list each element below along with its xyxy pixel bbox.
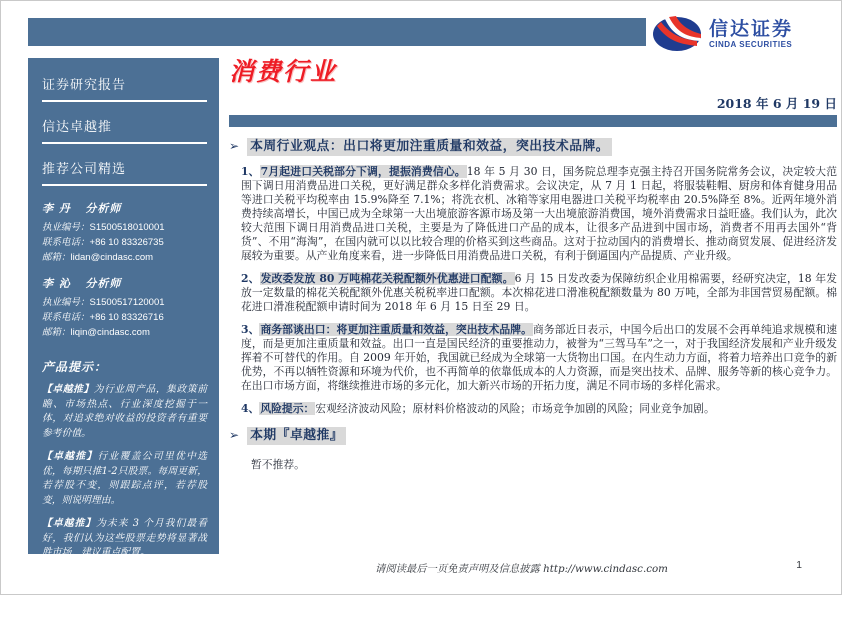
analyst-name-text: 李 丹 (42, 202, 71, 215)
reg-label: 执业编号： (42, 297, 90, 308)
tip-body: 为行业周产品，集政策前瞻、市场热点、行业深度挖掘于一体，对追求绝对收益的投资者有重要参考价值。 (42, 384, 207, 439)
company-name-cn: 信达证券股份有限公司 (42, 570, 133, 581)
analyst-tel-row (42, 235, 207, 250)
tip-lead: 【卓越推】 (42, 384, 94, 395)
company-name-en: CINDA SECURITIES CO.,LTD (42, 583, 164, 594)
company-postcode: 邮编： 100031 (42, 609, 102, 620)
product-tips-title: 产品提示： (42, 360, 108, 374)
analyst-role-text: 分析师 (85, 202, 122, 215)
page-footer (229, 560, 814, 574)
paragraph-number: 3、 (241, 323, 260, 336)
arrow-bullet-icon: ➢ (229, 139, 240, 153)
tel-value: +86 10 83326735 (89, 237, 164, 248)
company-address: 北京市西城区闹市口大街9号院1号楼 (42, 596, 189, 607)
analyst-name (42, 275, 207, 291)
reg-label: 执业编号： (42, 222, 90, 233)
cinda-logo-icon (651, 12, 703, 56)
mail-value: liqin@cindasc.com (70, 327, 150, 338)
analyst-reg-row (42, 295, 207, 310)
tel-label: 联系电话： (42, 237, 90, 248)
analyst-mail-row (42, 325, 207, 340)
analyst-mail-row (42, 250, 207, 265)
divider-bar (229, 115, 837, 127)
arrow-bullet-icon: ➢ (229, 428, 240, 442)
tip-lead: 【卓越推】 (42, 518, 97, 529)
section-heading-text: 本周行业观点：出口将更加注重质量和效益，突出技术品牌。 (247, 138, 612, 156)
sidebar-section-report-type: 证券研究报告 (42, 74, 207, 102)
sidebar-section-picks: 推荐公司精选 (42, 158, 207, 186)
mail-label: 邮箱： (42, 252, 71, 263)
tip-lead: 【卓越推】 (42, 451, 98, 462)
page-title: 消费行业 (229, 57, 338, 86)
paragraph-number: 4、 (241, 402, 260, 415)
section-heading-current-pick (229, 427, 837, 445)
page-number: 1 (796, 560, 802, 571)
sidebar-section-series: 信达卓越推 (42, 116, 207, 144)
paragraph-risk-warning (241, 402, 837, 416)
paragraph-lead: 7月起进口关税部分下调，提振消费信心。 (260, 165, 466, 178)
section-heading-text: 本期『卓越推』 (247, 427, 346, 445)
paragraph-text: 18 年 5 月 30 日，国务院总理李克强主持召开国务院常务会议，决定较大范围下调日用消费品进口关税，更好满足群众多样化消费需求。会议决定，从 7 月 1 日起，将服装鞋帽、厨房和体育健身用品等进口关税平均税率由 15.9%降至 7.1%；将洗衣机、冰箱等家用电器进口关税平均税率由 20.5%降至 8%。近两年境外消费持续高增长，中国已成为全球第一大出境旅游客源市场及第一大出境旅游消费国，境外消费需求日益旺盛。我们认为，此次较大范围下调日用消费品进口关税，主要是为了降低进口产品的成本，让很多产品进到中国市场，消费者不用再去国外“背货”、不用“海淘”，在国内就可以以比较合理的价格买到这些商品。这对于拉动国内的消费增长、推动商贸发展、促进经济发展较为重要。从产业角度来看，进一步降低日用消费品进口关税，有利于倒逼国内产品提质、产业升级。 (241, 165, 837, 262)
company-logo (651, 9, 833, 59)
product-tip (42, 383, 207, 441)
analyst-name-text: 李 沁 (42, 277, 71, 290)
reg-value: S1500517120001 (89, 297, 165, 308)
analyst-tel-row (42, 310, 207, 325)
analyst-role-text: 分析师 (85, 277, 122, 290)
paragraph-text: 商务部近日表示，中国今后出口的发展不会再单纯追求规模和速度，而是更加注重质量和效益。出口一直是国民经济的重要推动力，被誉为“三驾马车”之一，对于我国经济发展和产业升级发挥着不可替代的作用。自 2009 年开始，我国就已经成为全球第一大货物出口国。在内生动力方面，将着力培养出口竞争的新优势，不再以牺牲资源和环境为代价，也不再简单的依靠低成本的人力资源，而是突出技术、品牌、服务等新的核心竞争力。在出口市场方面，将继续推进市场的多元化，加大新兴市场的开拓力度，满足不同市场的多样化需求。 (241, 323, 838, 392)
mail-label: 邮箱： (42, 327, 71, 338)
analyst-card (42, 200, 207, 265)
header-bar (28, 18, 646, 46)
tel-label: 联系电话： (42, 312, 90, 323)
product-tip (42, 517, 207, 561)
analyst-card (42, 275, 207, 340)
report-body (229, 58, 837, 472)
paragraph-cotton-quota (241, 272, 837, 314)
product-tip (42, 450, 207, 508)
paragraph-lead: 发改委发放 80 万吨棉花关税配额外优惠进口配额。 (260, 272, 514, 285)
paragraph-tariff-cut (241, 165, 837, 263)
logo-text (709, 20, 793, 49)
paragraph-lead: 商务部谈出口：将更加注重质量和效益，突出技术品牌。 (260, 323, 532, 336)
paragraph-text: 宏观经济波动风险；原材料价格波动的风险；市场竞争加剧的风险；同业竞争加剧。 (315, 402, 715, 415)
analyst-name (42, 200, 207, 216)
paragraph-text: 6 月 15 日发改委为保障纺织企业用棉需要，经研究决定，18 年发放一定数量的棉花关税配额外优惠关税税率进口配额。本次棉花进口滑准税配额数量为 80 万吨，全部为非国营贸易配额。棉花进口滑准税配额申请时间为 2018 年 6 月 15 日至 29 日。 (241, 272, 838, 313)
paragraph-mofcom-export (241, 323, 837, 393)
report-date: 2018 年 6 月 19 日 (716, 96, 837, 111)
logo-en-text: CINDA SECURITIES (709, 39, 793, 49)
disclaimer-text: 请阅读最后一页免责声明及信息披露 http://www.cindasc.com (375, 562, 668, 575)
logo-cn-text: 信达证券 (709, 18, 794, 40)
company-info (42, 570, 207, 622)
recommendation-text: 暂不推荐。 (251, 458, 305, 471)
paragraph-number: 1、 (241, 165, 260, 178)
analyst-reg-row (42, 220, 207, 235)
tip-body: 为未来 3 个月我们最看好，我们认为这些股票走势将显著战胜市场，建议重点配置。 (42, 518, 207, 558)
sidebar (28, 58, 219, 620)
section-heading-weekly-view (229, 138, 837, 156)
tip-body: 行业覆盖公司里优中选优，每期只推1-2只股票。每周更新，若荐股不变，则跟踪点评，若荐股变，则说明理由。 (42, 451, 208, 506)
paragraph-lead: 风险提示： (260, 402, 315, 415)
paragraph-number: 2、 (241, 272, 260, 285)
tel-value: +86 10 83326716 (89, 312, 164, 323)
reg-value: S1500518010001 (89, 222, 165, 233)
mail-value: lidan@cindasc.com (70, 252, 154, 263)
